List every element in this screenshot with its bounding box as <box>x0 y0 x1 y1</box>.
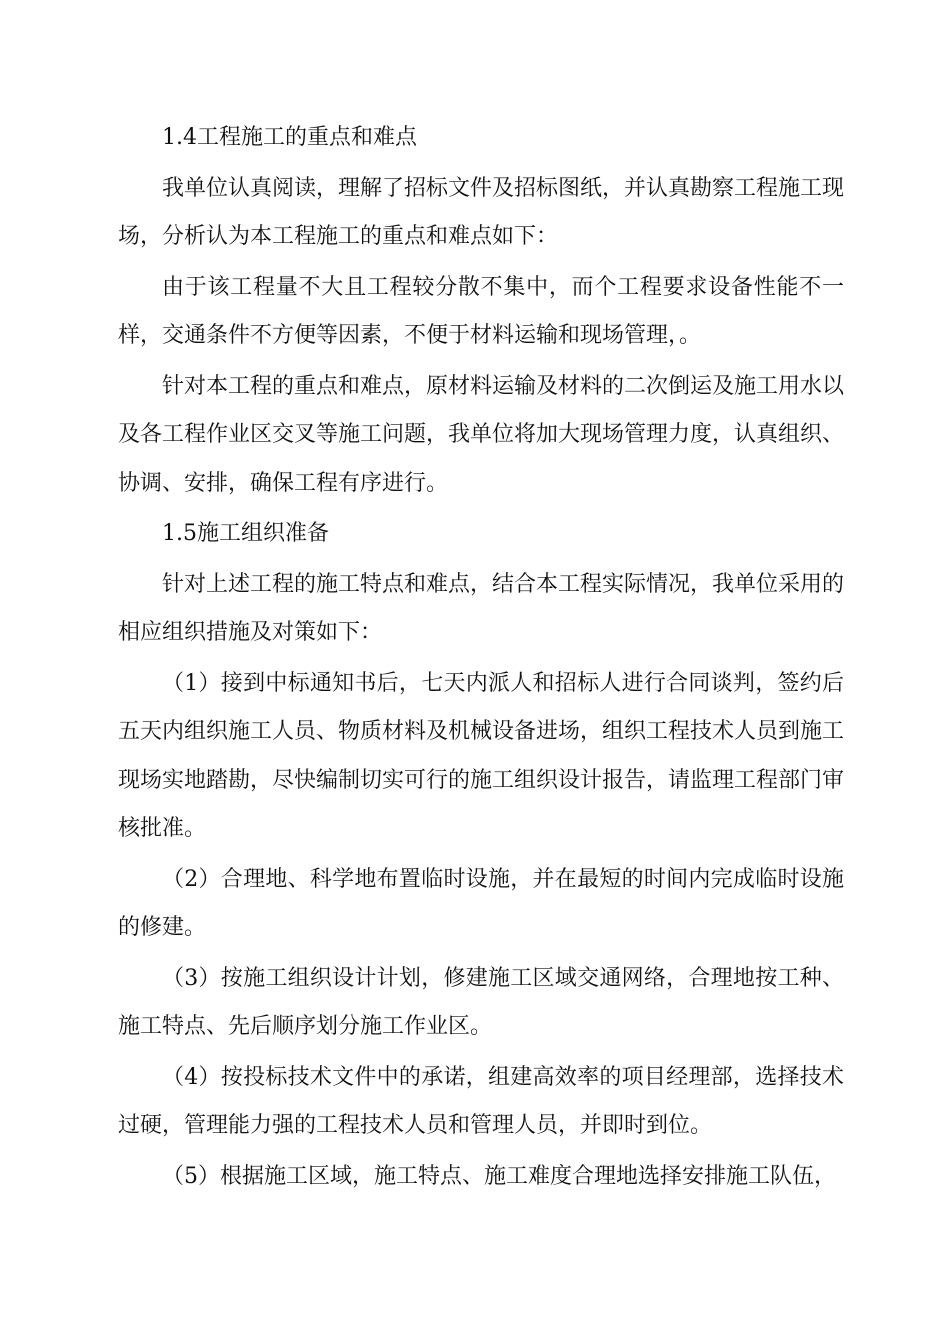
list-item-2: （2）合理地、科学地布置临时设施，并在最短的时间内完成临时设施的修建。 <box>118 866 844 940</box>
list-item-4: （4）按投标技术文件中的承诺，组建高效率的项目经理部，选择技术过硬，管理能力强的工程技术人员和管理人员，并即时到位。 <box>118 1064 844 1138</box>
list-item-1: （1）接到中标通知书后，七天内派人和招标人进行合同谈判，签约后五天内组织施工人员、物质材料及机械设备进场，组织工程技术人员到施工现场实地踏勘，尽快编制切实可行的施工组织设计报告，请监理工程部门审核批准。 <box>118 670 845 841</box>
paragraph-organization-intro: 针对上述工程的施工特点和难点，结合本工程实际情况，我单位采用的相应组织措施及对策如下： <box>118 571 845 645</box>
paragraph-difficulty-reason: 由于该工程量不大且工程较分散不集中，而个工程要求设备性能不一样，交通条件不方便等因素，不便于材料运输和现场管理，。 <box>118 274 844 348</box>
list-item-5: （5）根据施工区域，施工特点、施工难度合理地选择安排施工队伍， <box>162 1163 836 1189</box>
section-heading-1-4: 1.4工程施工的重点和难点 <box>162 125 417 150</box>
list-item-3: （3）按施工组织设计计划，修建施工区域交通网络，合理地按工种、施工特点、先后顺序划分施工作业区。 <box>118 965 844 1039</box>
document-body <box>118 114 844 1201</box>
section-heading-1-5: 1.5施工组织准备 <box>162 521 329 546</box>
paragraph-review: 我单位认真阅读，理解了招标文件及招标图纸，并认真勘察工程施工现场，分析认为本工程施工的重点和难点如下： <box>118 175 845 249</box>
paragraph-management-measures: 针对本工程的重点和难点，原材料运输及材料的二次倒运及施工用水以及各工程作业区交叉等施工问题，我单位将加大现场管理力度，认真组织、协调、安排，确保工程有序进行。 <box>118 373 845 496</box>
